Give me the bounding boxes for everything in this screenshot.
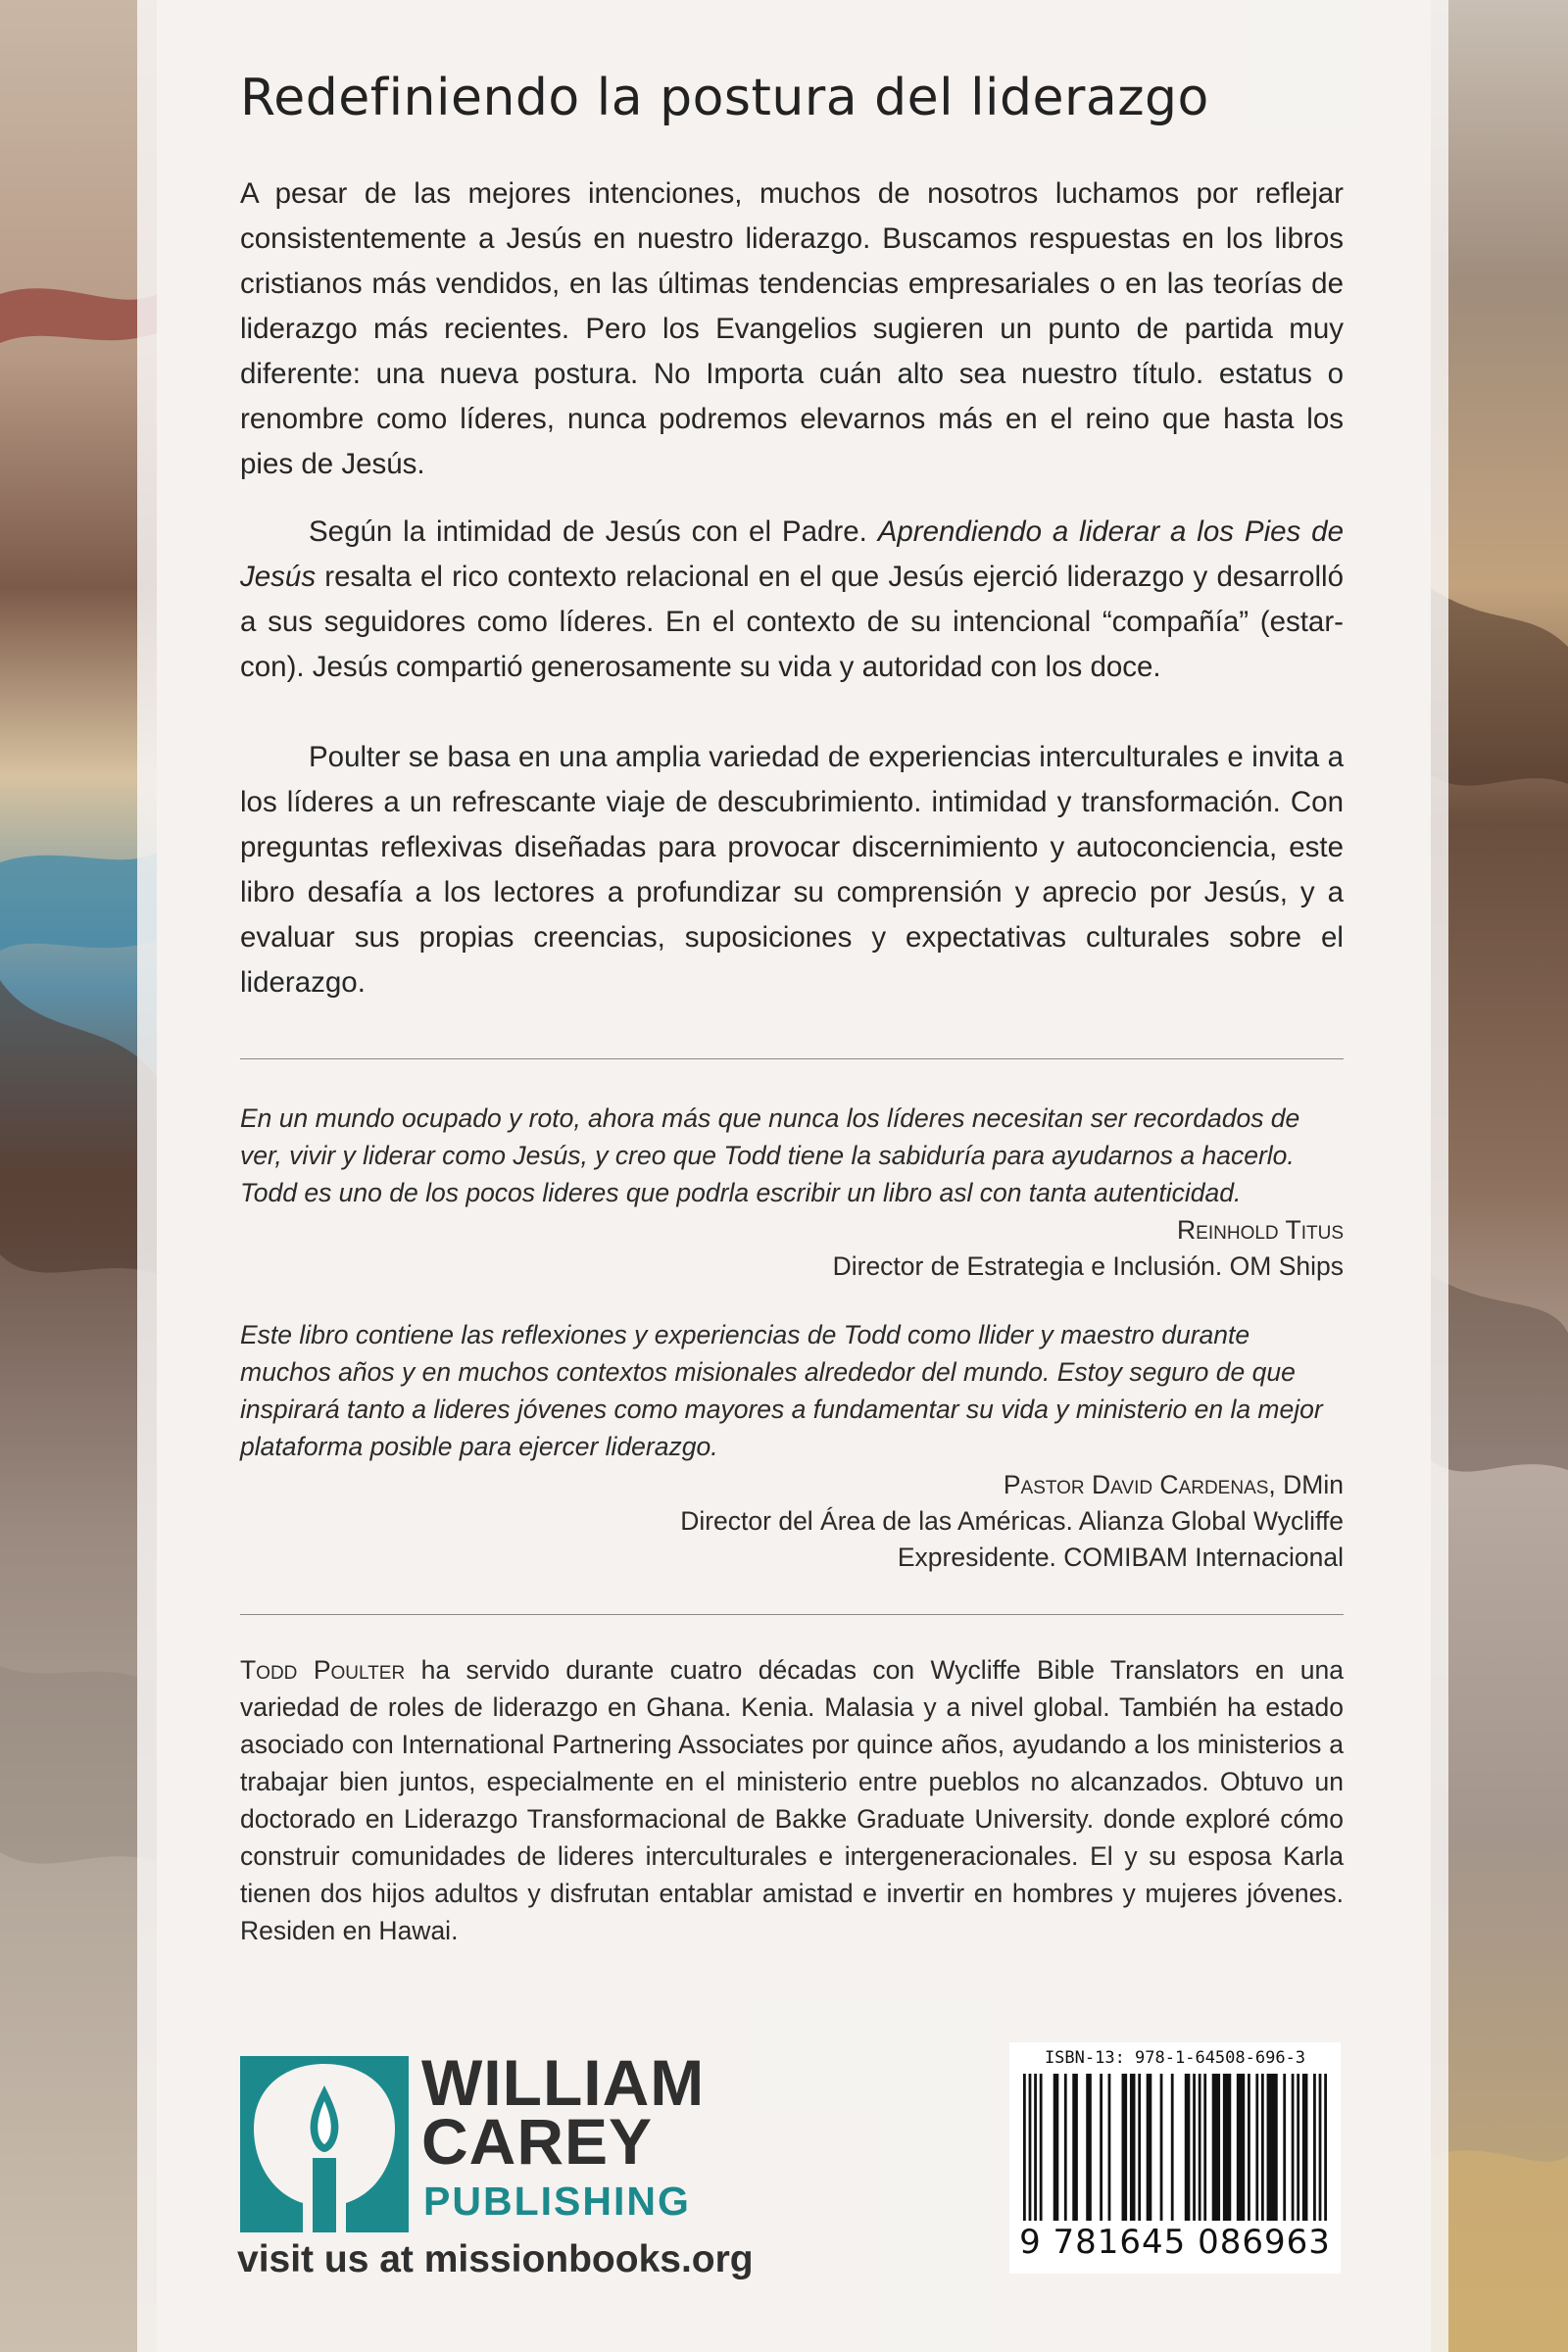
endorser-name: Reinhold Titus [1177, 1215, 1344, 1245]
barcode-bar [1023, 2074, 1026, 2221]
isbn-digits: 9 781645 086963 [1019, 2223, 1331, 2262]
cover-title: Redefiniendo la postura del liderazgo [240, 69, 1209, 127]
endorsement-role-1: Director de Estrategia e Inclusión. OM Ships [832, 1251, 1344, 1281]
book-title-italic: Aprendiendo a liderar a los Pies de Jesús [240, 515, 1344, 593]
divider-line-1 [240, 1058, 1344, 1059]
publisher-name-line3: PUBLISHING [423, 2179, 691, 2224]
description-paragraph-1: A pesar de las mejores intenciones, muchos de nosotros luchamos por reflejar consistentemente a Jesús en nuestro liderazgo. Buscamos respuestas en los libros cristianos más vendidos, en las últimas tendencias empresariales o en las teorías de liderazgo más recientes. Pero los Evangelios sugieren un punto de partida muy diferente: una nueva postura. No Importa cuán alto sea nuestro título. estatus o renombre como líderes, nunca podremos elevarnos más en el reino que hasta los pies de Jesús. [240, 177, 1344, 480]
barcode-bar [1072, 2074, 1078, 2221]
endorsement-role-2b: Expresidente. COMIBAM Internacional [897, 1543, 1344, 1572]
author-name: Todd Poulter [240, 1655, 406, 1685]
endorsement-quote-2: Este libro contiene las reflexiones y experiencias de Todd como llider y maestro durante muchos años y en muchos contextos misionales alrededor del mundo. Estoy seguro de que inspirará tanto a lideres jóvenes como mayores a fundamentar su vida y ministerio en la mejor plataforma posible para ejercer liderazgo. [240, 1320, 1323, 1461]
barcode-bar [1267, 2074, 1278, 2221]
paragraph-2-text-end: resalta el rico contexto relacional en el que Jesús ejerció liderazgo y desarrolló a sus seguidores como líderes. En el contexto de su intencional “compañía” (estar-con). Jesús compartió generosamente su vida y autoridad con los doce. [240, 561, 1344, 683]
isbn-barcode [1009, 2042, 1341, 2274]
barcode-bar [1248, 2074, 1250, 2221]
barcode-bar [1086, 2074, 1092, 2221]
barcode-bar [1203, 2074, 1206, 2221]
author-bio [240, 1651, 1344, 1949]
barcode-bar [1255, 2074, 1258, 2221]
barcode-bar [1324, 2074, 1327, 2221]
barcode-bar [1040, 2074, 1043, 2221]
barcode-bar [1223, 2074, 1231, 2221]
barcode-bar [1029, 2074, 1032, 2221]
description-paragraph-2 [240, 510, 1344, 690]
description-paragraph-3: Poulter se basa en una amplia variedad de experiencias interculturales e invita a los líderes a un refrescante viaje de descubrimiento. intimidad y transformación. Con preguntas reflexivas diseñadas para provocar discernimiento y autoconciencia, este libro desafía a los lectores a profundizar su comprensión y aprecio por Jesús, y a evaluar sus propias creencias, suposiciones y expectativas culturales sobre el liderazgo. [240, 741, 1344, 999]
barcode-bar [1100, 2074, 1102, 2221]
isbn-label: ISBN-13: 978-1-64508-696-3 [1044, 2048, 1306, 2068]
barcode-bar [1193, 2074, 1196, 2221]
barcode-bar [1302, 2074, 1308, 2221]
barcode-bars [1019, 2074, 1331, 2221]
barcode-bar [1138, 2074, 1141, 2221]
endorsement-name-2 [240, 1466, 1344, 1503]
candle-flame-icon [240, 2056, 409, 2232]
barcode-bar [1261, 2074, 1264, 2221]
barcode-bar [1297, 2074, 1299, 2221]
barcode-bar [1319, 2074, 1322, 2221]
barcode-bar [1199, 2074, 1201, 2221]
paragraph-2-text-start: Según la intimidad de Jesús con el Padre. [309, 515, 878, 548]
author-bio-text: ha servido durante cuatro décadas con Wycliffe Bible Translators en una variedad de roles de liderazgo en Ghana. Kenia. Malasia y a nivel global. También ha estado asociado con International Partnering Associates por quince años, ayudando a los ministerios a trabajar bien juntos, especialmente en el ministerio entre pueblos no alcanzados. Obtuvo un doctorado en Liderazgo Transformacional de Bakke Graduate University. donde exploré cómo construir comunidades de lideres interculturales e intergeneracionales. El y su esposa Karla tienen dos hijos adultos y disfrutan entablar amistad e invertir en hombres y mujeres jóvenes. Residen en Hawai. [240, 1655, 1344, 1945]
barcode-bar [1064, 2074, 1067, 2221]
endorsement-quote-1: En un mundo ocupado y roto, ahora más que nunca los líderes necesitan ser recordados de ver, vivir y liderar como Jesús, y creo que Todd tiene la sabiduría para ayudarnos a hacerlo. Todd es uno de los pocos lideres que podrla escribir un libro asl con tanta autenticidad. [240, 1103, 1300, 1207]
barcode-bar [1283, 2074, 1286, 2221]
endorsement-role-2a: Director del Área de las Américas. Alianza Global Wycliffe [680, 1506, 1344, 1536]
barcode-bar [1108, 2074, 1111, 2221]
barcode-bar [1054, 2074, 1059, 2221]
barcode-bar [1212, 2074, 1220, 2221]
divider-line-2 [240, 1614, 1344, 1615]
barcode-bar [1122, 2074, 1128, 2221]
barcode-bar [1160, 2074, 1163, 2221]
barcode-bar [1185, 2074, 1191, 2221]
publisher-website[interactable]: visit us at missionbooks.org [237, 2238, 754, 2280]
publisher-name-line2: CAREY [421, 2105, 654, 2178]
publisher-name-line1: WILLIAM [421, 2046, 706, 2119]
barcode-bar [1034, 2074, 1037, 2221]
endorser-name: Pastor David Cardenas [1003, 1470, 1269, 1499]
barcode-bar [1171, 2074, 1174, 2221]
endorsement-name-1 [240, 1211, 1344, 1249]
barcode-bar [1147, 2074, 1152, 2221]
barcode-bar [1130, 2074, 1136, 2221]
barcode-bar [1292, 2074, 1295, 2221]
barcode-bar [1237, 2074, 1245, 2221]
endorser-credential: , DMin [1268, 1470, 1344, 1499]
barcode-bar [1313, 2074, 1316, 2221]
